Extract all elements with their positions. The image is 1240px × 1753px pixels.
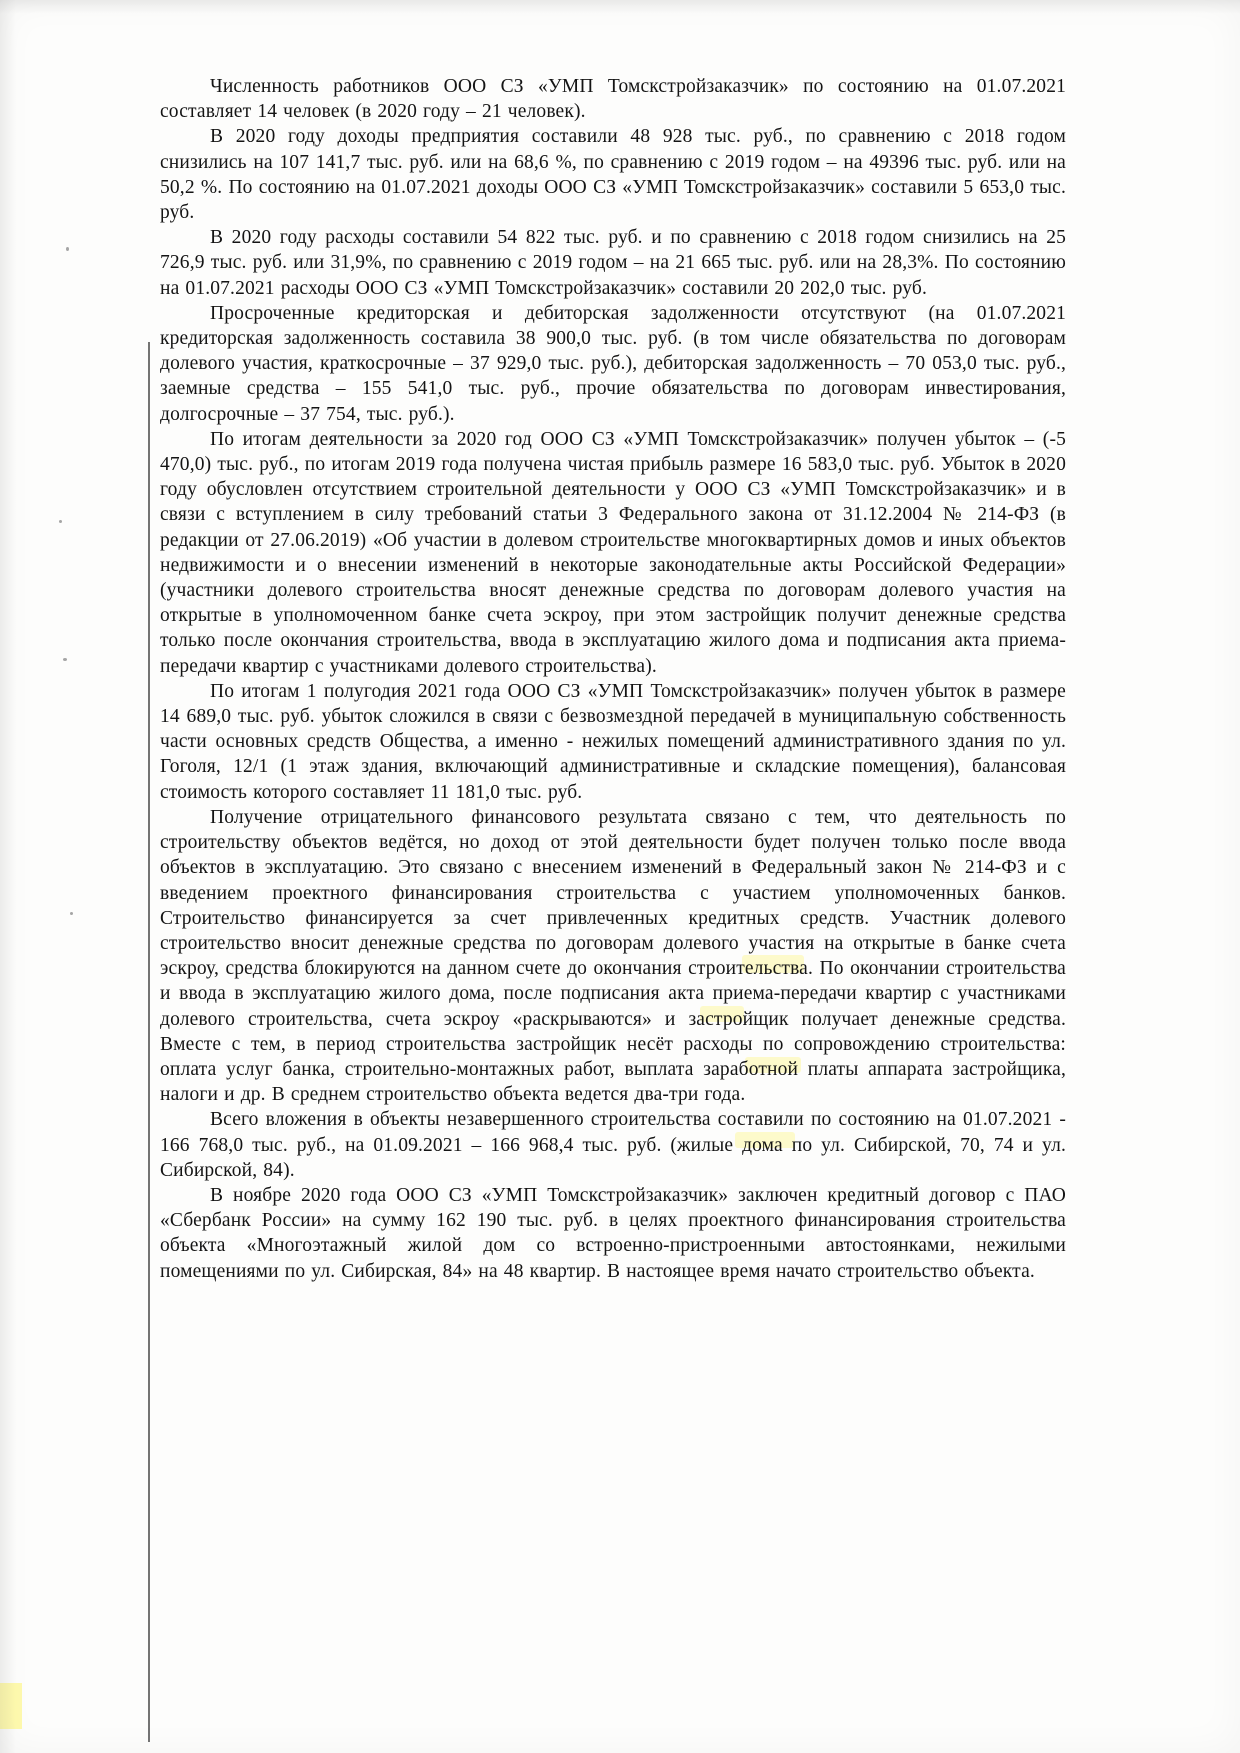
paragraph-expenses-2020: В 2020 году расходы составили 54 822 тыс. руб. и по сравнению с 2018 годом снизились на 25 726,9 тыс. руб. или 31,9%, по сравнению с 2019 годом – на 21 665 тыс. руб. или на 28,3%. По состоянию на 01.07.2021 расходы ООО СЗ «УМП Томскстройзаказчик» составили 20 202,0 тыс. руб. <box>160 227 1066 299</box>
paragraph-negative-result: Получение отрицательного финансового результата связано с тем, что деятельность по строительству объектов ведётся, но доход от этой деятельности будет получен только после ввода объектов в эксплуатацию. Это связано с внесением изменений в Федеральный закон № 214-ФЗ и с введением проектного финансирования строительства с участием уполномоченных банков. Строительство финансируется за счет привлеченных кредитных средств. Участник долевого строительство вносит денежные средства по договорам долевого участия на открытые в банке счета эскроу, средства блокируются на данном счете до окончания строительства. По окончании строительства и ввода в эксплуатацию жилого дома, после подписания акта приема-передачи квартир с участниками долевого строительства, счета эскроу «раскрываются» и застройщик получает денежные средства. Вместе с тем, в период строительства застройщик несёт расходы по сопровождению строительства: оплата услуг банка, строительно-монтажных работ, выплата заработной платы аппарата застройщика, налоги и др. В среднем строительство объекта ведется два-три года. <box>160 806 1066 1106</box>
toner-speck <box>70 912 73 915</box>
paragraph-sberbank-loan: В ноябре 2020 года ООО СЗ «УМП Томскстройзаказчик» заключен кредитный договор с ПАО «Сбербанк России» на сумму 162 190 тыс. руб. в целях проектного финансирования строительства объекта «Многоэтажный жилой дом со встроенно-пристроенными автостоянками, нежилыми помещениями по ул. Сибирская, 84» на 48 квартир. В настоящее время начато строительство объекта. <box>160 1184 1066 1282</box>
paragraph-headcount: Численность работников ООО СЗ «УМП Томскстройзаказчик» по состоянию на 01.07.2021 составляет 14 человек (в 2020 году – 21 человек). <box>160 76 1066 123</box>
highlight-artifact <box>0 1683 22 1729</box>
paragraph-loss-2020: По итогам деятельности за 2020 год ООО СЗ «УМП Томскстройзаказчик» получен убыток – (-5 470,0) тыс. руб., по итогам 2019 года получена чистая прибыль размере 16 583,0 тыс. руб. Убыток в 2020 году обусловлен отсутствием строительной деятельности у ООО СЗ «УМП Томскстройзаказчик» и в связи с вступлением в силу требований статьи 3 Федерального закона от 31.12.2004 № 214-ФЗ (в редакции от 27.06.2019) «Об участии в долевом строительстве многоквартирных домов и иных объектов недвижимости и о внесении изменений в некоторые законодательные акты Российской Федерации» (участники долевого строительства вносят денежные средства по договорам долевого участия на открытые в уполномоченном банке счета эскроу, при этом застройщик получит денежные средства только после окончания строительства, ввода в эксплуатацию жилого дома и подписания акта приема-передачи квартир с участниками долевого строительства). <box>160 428 1066 677</box>
toner-speck <box>63 658 67 661</box>
paragraph-income-2020: В 2020 году доходы предприятия составили 48 928 тыс. руб., по сравнению с 2018 годом снизились на 107 141,7 тыс. руб. или на 68,6 %, по сравнению с 2019 годом – на 49396 тыс. руб. или на 50,2 %. По состоянию на 01.07.2021 доходы ООО СЗ «УМП Томскстройзаказчик» составили 5 653,0 тыс. руб. <box>160 126 1066 224</box>
toner-speck <box>59 520 62 523</box>
paragraph-loss-h1-2021: По итогам 1 полугодия 2021 года ООО СЗ «УМП Томскстройзаказчик» получен убыток в размере 14 689,0 тыс. руб. убыток сложился в связи с безвозмездной передачей в муниципальную собственность части основных средств Общества, а именно - нежилых помещений административного здания по ул. Гоголя, 12/1 (1 этаж здания, включающий административные и складские помещения), балансовая стоимость которого составляет 11 181,0 тыс. руб. <box>160 680 1066 803</box>
report-text-block <box>160 74 1066 1284</box>
toner-speck <box>66 247 69 251</box>
paragraph-debts: Просроченные кредиторская и дебиторская задолженности отсутствуют (на 01.07.2021 кредиторская задолженность составила 38 900,0 тыс. руб. (в том числе обязательства по договорам долевого участия, краткосрочные – 37 929,0 тыс. руб.), дебиторская задолженность – 70 053,0 тыс. руб., заемные средства – 155 541,0 тыс. руб., прочие обязательства по договорам инвестирования, долгосрочные – 37 754, тыс. руб.). <box>160 302 1066 425</box>
scan-fold-line-artifact <box>148 342 150 1742</box>
paragraph-investments: Всего вложения в объекты незавершенного строительства составили по состоянию на 01.07.2021 - 166 768,0 тыс. руб., на 01.09.2021 – 166 968,4 тыс. руб. (жилые дома по ул. Сибирской, 70, 74 и ул. Сибирской, 84). <box>160 1109 1066 1181</box>
